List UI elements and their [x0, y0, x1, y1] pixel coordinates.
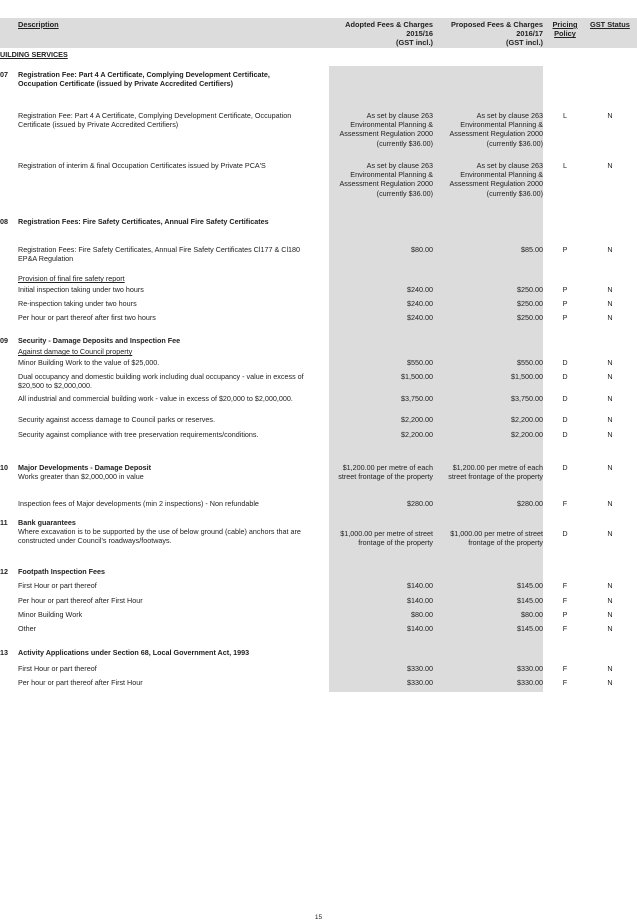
- adopted-fee: $240.00: [407, 299, 433, 308]
- pricing-policy: D: [562, 394, 568, 403]
- proposed-fee: $145.00: [517, 596, 543, 605]
- proposed-fee: $280.00: [517, 499, 543, 508]
- table-row: Per hour or part thereof after First Hour: [18, 678, 143, 687]
- proposed-fee: $80.00: [521, 610, 543, 619]
- pricing-policy: P: [562, 245, 568, 254]
- pricing-policy: F: [562, 664, 568, 673]
- table-row: Registration Fee: Part 4 A Certificate, Complying Development Certificate, Occupation Certificate (issued by Private Accredited Certifiers): [18, 111, 292, 130]
- table-row: Dual occupancy and domestic building work including dual occupancy - value in excess of $20,500 to $2,000,000.: [18, 372, 304, 391]
- gst-status: N: [607, 624, 613, 633]
- item-title-09: Security - Damage Deposits and Inspection Fee: [18, 336, 181, 345]
- table-row: Re-inspection taking under two hours: [18, 299, 137, 308]
- pricing-policy: D: [562, 430, 568, 439]
- gst-status: N: [607, 664, 613, 673]
- adopted-fee: $3,750.00: [401, 394, 433, 403]
- pricing-policy: D: [562, 463, 568, 472]
- item-number-12: 12: [0, 567, 8, 576]
- section-title: UILDING SERVICES: [0, 50, 68, 59]
- header-description: Description: [18, 20, 59, 29]
- header-gst: GST Status: [590, 20, 630, 29]
- gst-status: N: [607, 111, 613, 120]
- adopted-fee: $2,200.00: [401, 415, 433, 424]
- adopted-fee: $1,000.00 per metre of street frontage of the property: [340, 529, 433, 548]
- table-row: Minor Building Work: [18, 610, 83, 619]
- pricing-policy: P: [562, 313, 568, 322]
- gst-status: N: [607, 529, 613, 538]
- pricing-policy: D: [562, 529, 568, 538]
- proposed-fee: $1,500.00: [511, 372, 543, 381]
- page-number: 15: [314, 914, 323, 921]
- table-row: Inspection fees of Major developments (min 2 inspections) - Non refundable: [18, 499, 259, 508]
- pricing-policy: D: [562, 358, 568, 367]
- pricing-policy: D: [562, 415, 568, 424]
- gst-status: N: [607, 581, 613, 590]
- gst-status: N: [607, 358, 613, 367]
- proposed-fee: $1,000.00 per metre of street frontage of the property: [450, 529, 543, 548]
- gst-status: N: [607, 394, 613, 403]
- item-number-10: 10: [0, 463, 8, 472]
- header-policy: Pricing Policy: [552, 20, 578, 39]
- pricing-policy: F: [562, 678, 568, 687]
- proposed-fee: $3,750.00: [511, 394, 543, 403]
- gst-status: N: [607, 285, 613, 294]
- gst-status: N: [607, 245, 613, 254]
- table-row: Minor Building Work to the value of $25,000.: [18, 358, 160, 367]
- item-number-13: 13: [0, 648, 8, 657]
- proposed-fee: $145.00: [517, 581, 543, 590]
- item-number-11: 11: [0, 518, 8, 527]
- proposed-fee: $145.00: [517, 624, 543, 633]
- subheading: Provision of final fire safety report: [18, 274, 125, 283]
- gst-status: N: [607, 415, 613, 424]
- adopted-fee: $550.00: [407, 358, 433, 367]
- proposed-fee: $2,200.00: [511, 415, 543, 424]
- adopted-fee: $140.00: [407, 624, 433, 633]
- pricing-policy: L: [563, 161, 567, 170]
- adopted-fee: As set by clause 263 Environmental Planning & Assessment Regulation 2000 (currently $36.00): [339, 161, 433, 198]
- proposed-fee: As set by clause 263 Environmental Planning & Assessment Regulation 2000 (currently $36.00): [449, 111, 543, 148]
- pricing-policy: P: [562, 610, 568, 619]
- pricing-policy: L: [563, 111, 567, 120]
- adopted-fee: $280.00: [407, 499, 433, 508]
- proposed-fee: As set by clause 263 Environmental Planning & Assessment Regulation 2000 (currently $36.00): [449, 161, 543, 198]
- adopted-fee: $80.00: [411, 245, 433, 254]
- item-title-12: Footpath Inspection Fees: [18, 567, 106, 576]
- table-row: First Hour or part thereof: [18, 581, 97, 590]
- gst-status: N: [607, 299, 613, 308]
- table-row: Security against access damage to Council parks or reserves.: [18, 415, 215, 424]
- proposed-fee: $1,200.00 per metre of each street frontage of the property: [448, 463, 543, 482]
- adopted-fee: $140.00: [407, 596, 433, 605]
- item-title-10: Major Developments - Damage Deposit Works greater than $2,000,000 in value: [18, 463, 152, 482]
- subheading: Against damage to Council property: [18, 347, 133, 356]
- table-row: Other: [18, 624, 36, 633]
- proposed-fee: $550.00: [517, 358, 543, 367]
- item-title-11: Bank guarantees Where excavation is to be supported by the use of below ground (cable) anchors that are constructed under Council's roadways/footways.: [18, 518, 301, 546]
- proposed-fee: $2,200.00: [511, 430, 543, 439]
- pricing-policy: D: [562, 372, 568, 381]
- adopted-fee: $240.00: [407, 285, 433, 294]
- proposed-fee: $250.00: [517, 299, 543, 308]
- table-row: Initial inspection taking under two hours: [18, 285, 144, 294]
- pricing-policy: F: [562, 624, 568, 633]
- item-title-13: Activity Applications under Section 68, Local Government Act, 1993: [18, 648, 250, 657]
- item-title-08: Registration Fees: Fire Safety Certificates, Annual Fire Safety Certificates: [18, 217, 269, 226]
- table-row: All industrial and commercial building work - value in excess of $20,000 to $2,000,000.: [18, 394, 293, 403]
- table-row: First Hour or part thereof: [18, 664, 97, 673]
- gst-status: N: [607, 678, 613, 687]
- header-adopted: Adopted Fees & Charges 2015/16 (GST incl.): [345, 20, 433, 48]
- adopted-fee: $80.00: [411, 610, 433, 619]
- gst-status: N: [607, 313, 613, 322]
- adopted-fee: $240.00: [407, 313, 433, 322]
- table-row: Registration Fees: Fire Safety Certificates, Annual Fire Safety Certificates Cl177 & Cl180 EP&A Regulation: [18, 245, 301, 264]
- adopted-fee: As set by clause 263 Environmental Planning & Assessment Regulation 2000 (currently $36.00): [339, 111, 433, 148]
- pricing-policy: P: [562, 299, 568, 308]
- gst-status: N: [607, 499, 613, 508]
- proposed-fee: $250.00: [517, 285, 543, 294]
- item-number-08: 08: [0, 217, 8, 226]
- gst-status: N: [607, 372, 613, 381]
- adopted-fee: $1,500.00: [401, 372, 433, 381]
- pricing-policy: F: [562, 499, 568, 508]
- gst-status: N: [607, 463, 613, 472]
- adopted-fee: $330.00: [407, 678, 433, 687]
- gst-status: N: [607, 430, 613, 439]
- pricing-policy: F: [562, 596, 568, 605]
- item-number-09: 09: [0, 336, 8, 345]
- gst-status: N: [607, 161, 613, 170]
- gst-status: N: [607, 596, 613, 605]
- header-proposed: Proposed Fees & Charges 2016/17 (GST incl.): [450, 20, 543, 48]
- adopted-fee: $2,200.00: [401, 430, 433, 439]
- proposed-fee: $85.00: [521, 245, 543, 254]
- gst-status: N: [607, 610, 613, 619]
- table-row: Per hour or part thereof after First Hour: [18, 596, 143, 605]
- adopted-fee: $1,200.00 per metre of each street frontage of the property: [338, 463, 433, 482]
- adopted-fee: $140.00: [407, 581, 433, 590]
- proposed-fee: $250.00: [517, 313, 543, 322]
- pricing-policy: F: [562, 581, 568, 590]
- proposed-fee: $330.00: [517, 678, 543, 687]
- item-title-07: Registration Fee: Part 4 A Certificate, Complying Development Certificate, Occupation Certificate (issued by Private Accredited Certifiers): [18, 70, 270, 89]
- table-row: Security against compliance with tree preservation requirements/conditions.: [18, 430, 259, 439]
- table-row: Registration of interim & final Occupation Certificates issued by Private PCA'S: [18, 161, 266, 170]
- adopted-fee: $330.00: [407, 664, 433, 673]
- proposed-fee: $330.00: [517, 664, 543, 673]
- table-row: Per hour or part thereof after first two hours: [18, 313, 156, 322]
- item-number-07: 07: [0, 70, 8, 79]
- pricing-policy: P: [562, 285, 568, 294]
